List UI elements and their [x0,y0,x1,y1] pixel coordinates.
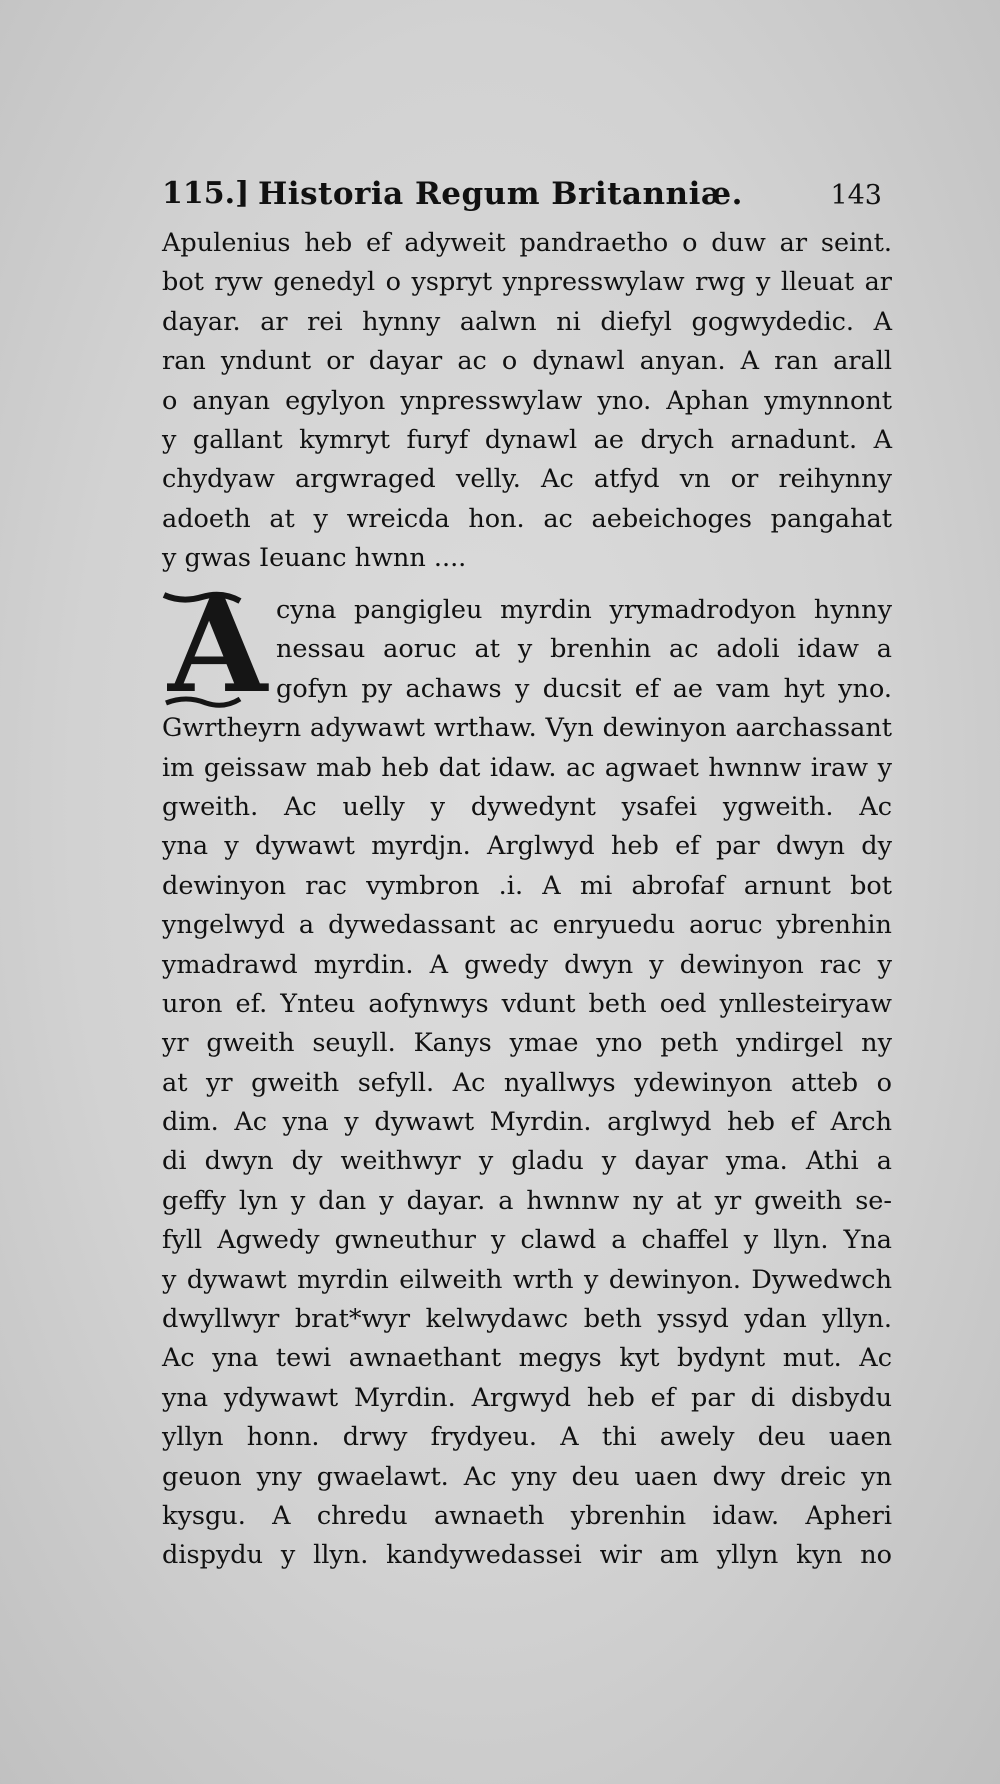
text-line: kysgu. A chredu awnaeth ybrenhin idaw. Apheri [162,1500,892,1531]
text-line: bot ryw genedyl o yspryt ynpresswylaw rwg y lleuat ar [162,267,892,298]
running-title: Historia Regum Britanniæ. [258,176,743,212]
text-line: y gwas Ieuanc hwnn .... [162,543,467,574]
text-line: ran yndunt or dayar ac o dynawl anyan. A ran arall [162,346,892,377]
paragraph-2 [162,572,892,1576]
chapter-reference: 115.] [162,176,250,211]
paragraph-1 [162,224,892,579]
page-number: 143 [830,180,882,211]
text-line: geffy lyn y dan y dayar. a hwnnw ny at yr gweith se- [162,1185,892,1216]
text-line: y gallant kymryt furyf dynawl ae drych arnadunt. A [162,424,892,455]
text-line: dispydu y llyn. kandywedassei wir am yllyn kyn no [162,1540,892,1571]
text-line: gweith. Ac uelly y dywedynt ysafei ygweith. Ac [162,791,892,822]
text-line: Apulenius heb ef adyweit pandraetho o duw ar seint. [162,228,892,258]
text-line: yngelwyd a dywedassant ac enryuedu aoruc ybrenhin [162,910,892,941]
text-line: at yr gweith sefyll. Ac nyallwys ydewinyon atteb o [162,1067,892,1098]
text-line: yna y dywawt myrdjn. Arglwyd heb ef par dwyn dy [162,831,892,862]
decorated-initial [162,572,268,722]
text-line: yna ydywawt Myrdin. Argwyd heb ef par di disbydu [162,1382,892,1413]
text-line: yr gweith seuyll. Kanys ymae yno peth yndirgel ny [162,1028,892,1059]
text-line: gofyn py achaws y ducsit ef ae vam hyt yno. [276,673,892,704]
text-line: dayar. ar rei hynny aalwn ni diefyl gogwydedic. A [162,306,892,337]
text-line: dim. Ac yna y dywawt Myrdin. arglwyd heb ef Arch [162,1107,892,1138]
running-header [162,172,882,216]
text-line: geuon yny gwaelawt. Ac yny deu uaen dwy dreic yn [162,1461,892,1492]
text-line: fyll Agwedy gwneuthur y clawd a chaffel y llyn. Yna [162,1225,892,1256]
text-line: yllyn honn. drwy frydyeu. A thi awely deu uaen [162,1422,892,1453]
dropcap-letter: A [168,572,268,722]
text-line: cyna pangigleu myrdin yrymadrodyon hynny [276,595,892,625]
text-line: y dywawt myrdin eilweith wrth y dewinyon. Dywedwch [162,1264,892,1295]
text-line: dwyllwyr brat*wyr kelwydawc beth yssyd ydan yllyn. [162,1304,892,1335]
text-line: dewinyon rac vymbron .i. A mi abrofaf arnunt bot [162,870,892,901]
text-line: uron ef. Ynteu aofynwys vdunt beth oed ynllesteiryaw [162,988,892,1019]
text-line: Ac yna tewi awnaethant megys kyt bydynt mut. Ac [162,1343,892,1374]
text-line: Gwrtheyrn adywawt wrthaw. Vyn dewinyon aarchassant [162,713,892,744]
text-line: o anyan egylyon ynpresswylaw yno. Aphan ymynnont [162,385,892,416]
text-line: nessau aoruc at y brenhin ac adoli idaw a [276,634,892,665]
text-line: di dwyn dy weithwyr y gladu y dayar yma. Athi a [162,1146,892,1177]
text-line: chydyaw argwraged velly. Ac atfyd vn or reihynny [162,464,892,495]
text-line: ymadrawd myrdin. A gwedy dwyn y dewinyon rac y [162,949,892,980]
text-line: im geissaw mab heb dat idaw. ac agwaet hwnnw iraw y [162,752,892,783]
text-line: adoeth at y wreicda hon. ac aebeichoges pangahat [162,503,892,534]
